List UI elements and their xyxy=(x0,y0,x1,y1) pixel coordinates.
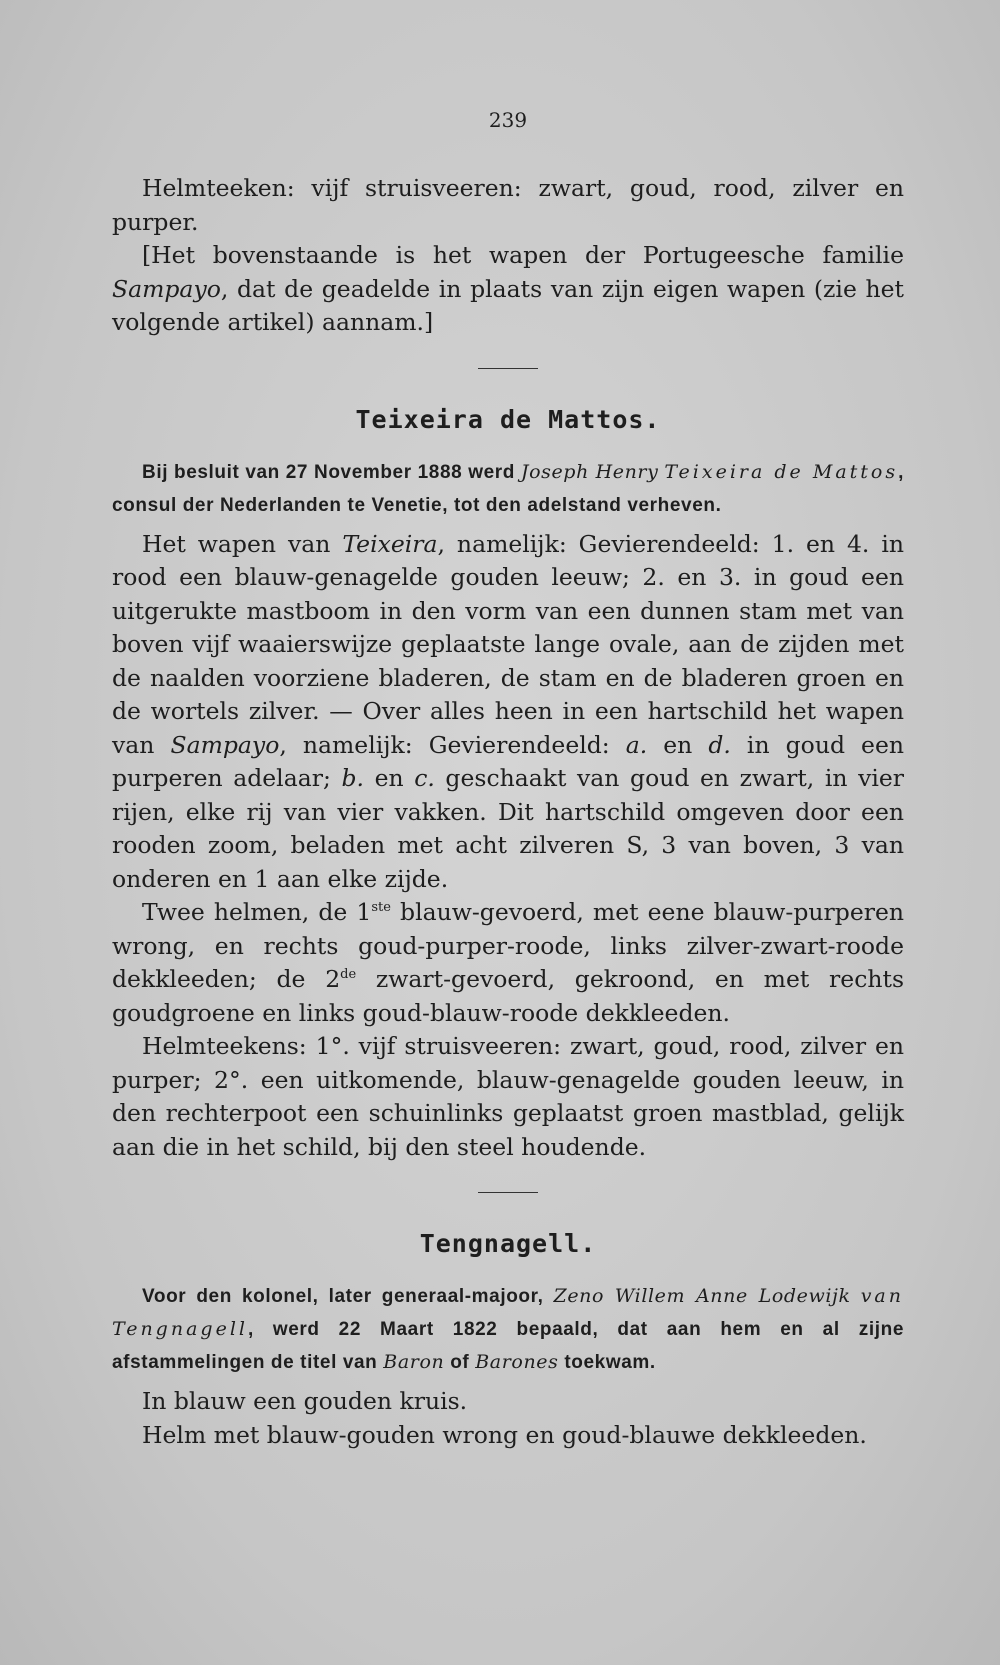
helm-description: Helm met blauw-gouden wrong en goud-blauwe dekkleeden. xyxy=(142,1420,867,1449)
given-names: Zeno Willem Anne Lodewijk xyxy=(553,1285,851,1307)
family-name: Teixeira de Mattos xyxy=(664,460,899,483)
family-name: van Tengnagell xyxy=(112,1285,904,1340)
decree-paragraph: Voor den kolonel, later generaal-majoor, Zeno Willem Anne Lodewijk van Tengnagell, werd 22 Maart 1822 bepaald, dat aan hem en al zijne afstammelingen de titel van Baron of Barones toekwam. xyxy=(112,1285,904,1373)
crests-description: Helmteekens: 1°. vijf struisveeren: zwart, goud, rood, zilver en purper; 2°. een uitkomende, blauw-genagelde gouden leeuw, in den rechterpoot een schuinlinks geplaatst groen mastblad, gelijk aan die in het schild, bij den steel houdende. xyxy=(112,1032,904,1161)
crest-line: Helmteeken: vijf struisveeren: zwart, goud, rood, zilver en purper. xyxy=(112,174,904,236)
editorial-note: [Het bovenstaande is het wapen der Portugeesche familie Sampayo, dat de geadelde in plaats van zijn eigen wapen (zie het volgende artikel) aannam.] xyxy=(112,241,904,336)
helms-description: Twee helmen, de 1ste blauw-gevoerd, met eene blauw-purperen wrong, en rechts goud-purper-roode, links zilver-zwart-roode dekkleeden; de 2de zwart-gevoerd, gekroond, en met rechts goudgroene en links goud-blauw-roode dekkleeden. xyxy=(112,898,905,1027)
section-heading-teixeira: Teixeira de Mattos. xyxy=(355,404,661,434)
decree-paragraph: Bij besluit van 27 November 1888 werd Joseph Henry Teixeira de Mattos, consul der Nederlanden te Venetie, tot den adelstand verheven. xyxy=(112,460,904,516)
page-number: 239 xyxy=(488,108,528,132)
arms-description: In blauw een gouden kruis. xyxy=(142,1387,468,1415)
section-divider xyxy=(478,1192,538,1193)
arms-description: Het wapen van Teixeira, namelijk: Gevierendeeld: 1. en 4. in rood een blauw-genagelde gouden leeuw; 2. en 3. in goud een uitgerukte mastboom in den vorm van een dunnen stam met van boven vijf waaierswijze geplaatste lange ovale, aan de zijden met de naalden voorziene bladeren, de stam en de bladeren groen en de wortels zilver. — Over alles heen in een hartschild het wapen van Sampayo, namelijk: Gevierendeeld: a. en d. in goud een purperen adelaar; b. en c. geschaakt van goud en zwart, in vier rijen, elke rij van vier vakken. Dit hartschild omgeven door een rooden zoom, beladen met acht zilveren S, 3 van boven, 3 van onderen en 1 aan elke zijde. xyxy=(112,529,905,893)
section-heading-tengnagell: Tengnagell. xyxy=(419,1229,597,1258)
section-divider xyxy=(478,368,538,369)
given-names: Joseph Henry xyxy=(520,460,659,483)
family-name: Sampayo xyxy=(112,274,221,303)
